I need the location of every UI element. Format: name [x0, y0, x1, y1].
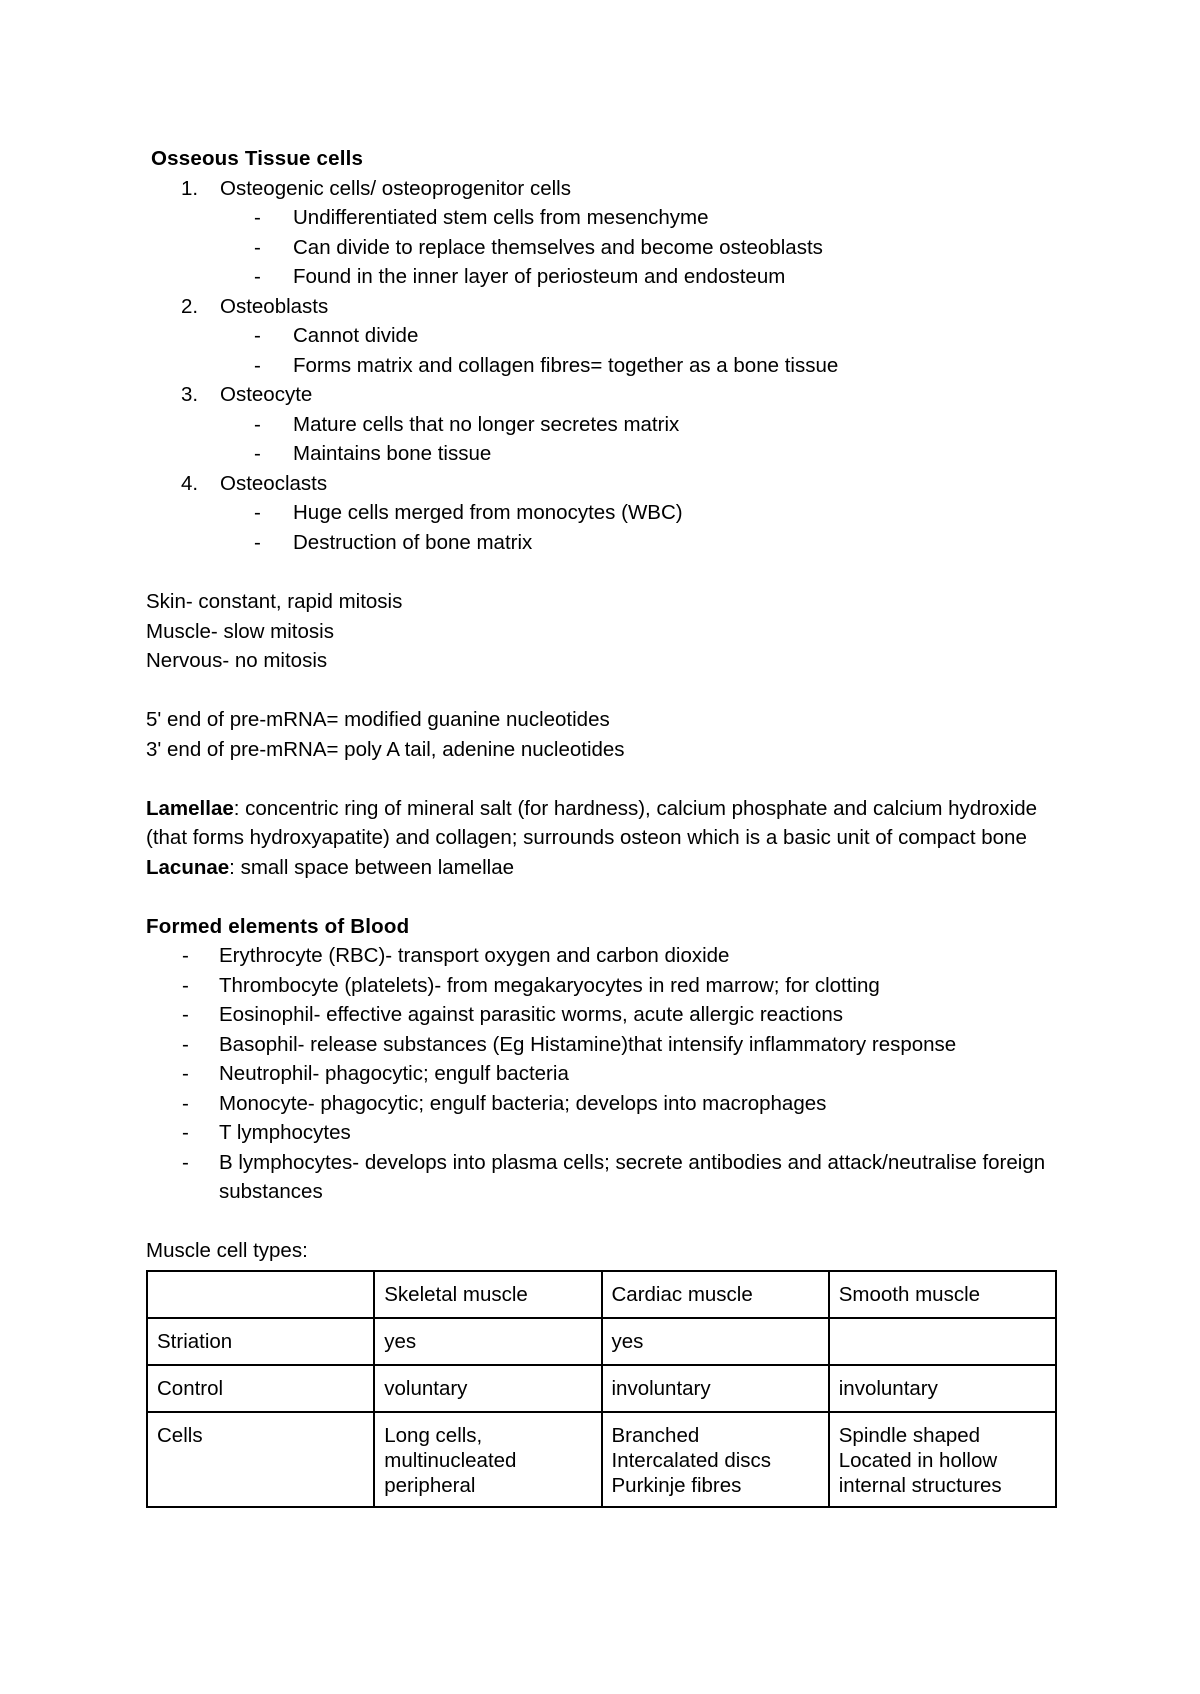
list-item	[146, 971, 1066, 1001]
table-row-label: Striation	[147, 1318, 374, 1365]
dash-marker: -	[182, 944, 189, 967]
list-number: 4.	[181, 471, 199, 495]
table-row	[147, 1412, 1056, 1507]
point-text: Found in the inner layer of periosteum and endosteum	[293, 265, 786, 288]
osseous-cell-points	[146, 203, 1066, 292]
list-item	[146, 410, 1066, 440]
mrna-line-3-prime: 3' end of pre-mRNA= poly A tail, adenine nucleotides	[146, 737, 625, 761]
dash-marker: -	[182, 1062, 189, 1085]
list-number: 1.	[181, 176, 199, 200]
dash-marker: -	[182, 1091, 189, 1115]
dash-marker: -	[254, 442, 261, 465]
table-header-row	[147, 1271, 1056, 1318]
osseous-cell-label: Osteoclasts	[220, 471, 328, 495]
blood-title: Formed elements of Blood	[146, 914, 410, 938]
lacunae-term: Lacunae	[146, 855, 230, 879]
osseous-cell-label: Osteogenic cells/ osteoprogenitor cells	[220, 176, 571, 200]
list-item	[146, 528, 1066, 558]
mitosis-line-skin: Skin- constant, rapid mitosis	[146, 590, 403, 613]
point-text: Huge cells merged from monocytes (WBC)	[293, 501, 683, 524]
osseous-cell-item	[146, 292, 1066, 381]
dash-marker: -	[254, 412, 261, 436]
list-item	[146, 321, 1066, 351]
list-item	[146, 233, 1066, 263]
osseous-cell-points	[146, 498, 1066, 557]
osseous-title: Osseous Tissue cells	[151, 147, 364, 170]
table-cell: Branched Intercalated discs Purkinje fibres	[602, 1412, 829, 1507]
table-header-cell	[147, 1271, 374, 1318]
osseous-cell-item	[146, 469, 1066, 558]
blood-element-text: Eosinophil- effective against parasitic worms, acute allergic reactions	[219, 1003, 844, 1026]
table-cell: yes	[602, 1318, 829, 1365]
table-cell: yes	[374, 1318, 601, 1365]
dash-marker: -	[254, 353, 261, 377]
dash-marker: -	[182, 973, 189, 997]
osseous-cell-item	[146, 380, 1066, 469]
dash-marker: -	[254, 265, 261, 288]
dash-marker: -	[254, 235, 261, 259]
point-text: Forms matrix and collagen fibres= together as a bone tissue	[293, 353, 839, 377]
blood-element-text: B lymphocytes- develops into plasma cells; secrete antibodies and attack/neutralise foreign substances	[219, 1150, 1046, 1203]
table-header-cell: Smooth muscle	[829, 1271, 1056, 1318]
dash-marker: -	[254, 530, 261, 554]
lamellae-definition	[146, 794, 1066, 853]
table-cell: involuntary	[602, 1365, 829, 1412]
muscle-cell-table	[146, 1270, 1057, 1508]
table-header-cell: Cardiac muscle	[602, 1271, 829, 1318]
table-cell: voluntary	[374, 1365, 601, 1412]
lacunae-text: : small space between lamellae	[229, 855, 515, 879]
lacunae-definition	[146, 853, 1066, 883]
table-cell	[829, 1318, 1056, 1365]
dash-marker: -	[254, 501, 261, 524]
list-item	[146, 203, 1066, 233]
dash-marker: -	[254, 324, 261, 347]
blood-element-text: Basophil- release substances (Eg Histamine)that intensify inflammatory response	[219, 1032, 957, 1056]
dash-marker: -	[182, 1150, 189, 1174]
table-header-cell: Skeletal muscle	[374, 1271, 601, 1318]
list-number: 3.	[181, 383, 199, 406]
lamellae-text: : concentric ring of mineral salt (for hardness), calcium phosphate and calcium hydroxide (that forms hydroxyapatite) and collagen; surrounds osteon which is a basic unit of compact bone	[146, 796, 1038, 849]
table-cell: Spindle shaped Located in hollow internal structures	[829, 1412, 1056, 1507]
list-item	[146, 1000, 1066, 1030]
document-content	[146, 144, 1066, 1508]
mitosis-line-muscle: Muscle- slow mitosis	[146, 619, 334, 643]
point-text: Destruction of bone matrix	[293, 530, 533, 554]
blood-element-text: Erythrocyte (RBC)- transport oxygen and carbon dioxide	[219, 944, 730, 967]
list-item	[146, 439, 1066, 469]
point-text: Undifferentiated stem cells from mesenchyme	[293, 206, 709, 229]
table-row-label: Cells	[147, 1412, 374, 1507]
point-text: Can divide to replace themselves and become osteoblasts	[293, 235, 823, 259]
list-item	[146, 1089, 1066, 1119]
lamellae-term: Lamellae	[146, 796, 234, 820]
dash-marker: -	[254, 206, 261, 229]
osseous-cell-points	[146, 321, 1066, 380]
osseous-cell-item	[146, 174, 1066, 292]
blood-element-text: Monocyte- phagocytic; engulf bacteria; develops into macrophages	[219, 1091, 827, 1115]
mitosis-line-nervous: Nervous- no mitosis	[146, 649, 328, 672]
list-item	[146, 1118, 1066, 1148]
point-text: Mature cells that no longer secretes matrix	[293, 412, 680, 436]
table-cell: involuntary	[829, 1365, 1056, 1412]
list-item	[146, 1059, 1066, 1089]
table-cell: Long cells, multinucleated peripheral	[374, 1412, 601, 1507]
list-item	[146, 1030, 1066, 1060]
dash-marker: -	[182, 1032, 189, 1056]
list-item	[146, 1148, 1066, 1207]
mrna-line-5-prime: 5' end of pre-mRNA= modified guanine nucleotides	[146, 708, 610, 731]
list-item	[146, 351, 1066, 381]
osseous-cell-list	[146, 174, 1066, 558]
list-number: 2.	[181, 294, 199, 318]
muscle-table-caption: Muscle cell types:	[146, 1239, 308, 1262]
point-text: Maintains bone tissue	[293, 442, 492, 465]
blood-element-list	[146, 941, 1066, 1207]
list-item	[146, 498, 1066, 528]
point-text: Cannot divide	[293, 324, 419, 347]
table-row-label: Control	[147, 1365, 374, 1412]
dash-marker: -	[182, 1121, 189, 1144]
table-row	[147, 1365, 1056, 1412]
list-item	[146, 262, 1066, 292]
osseous-cell-points	[146, 410, 1066, 469]
dash-marker: -	[182, 1003, 189, 1026]
osseous-cell-label: Osteoblasts	[220, 294, 329, 318]
table-row	[147, 1318, 1056, 1365]
blood-element-text: T lymphocytes	[219, 1121, 351, 1144]
osseous-cell-label: Osteocyte	[220, 383, 313, 406]
list-item	[146, 941, 1066, 971]
blood-element-text: Thrombocyte (platelets)- from megakaryocytes in red marrow; for clotting	[219, 973, 880, 997]
blood-element-text: Neutrophil- phagocytic; engulf bacteria	[219, 1062, 569, 1085]
